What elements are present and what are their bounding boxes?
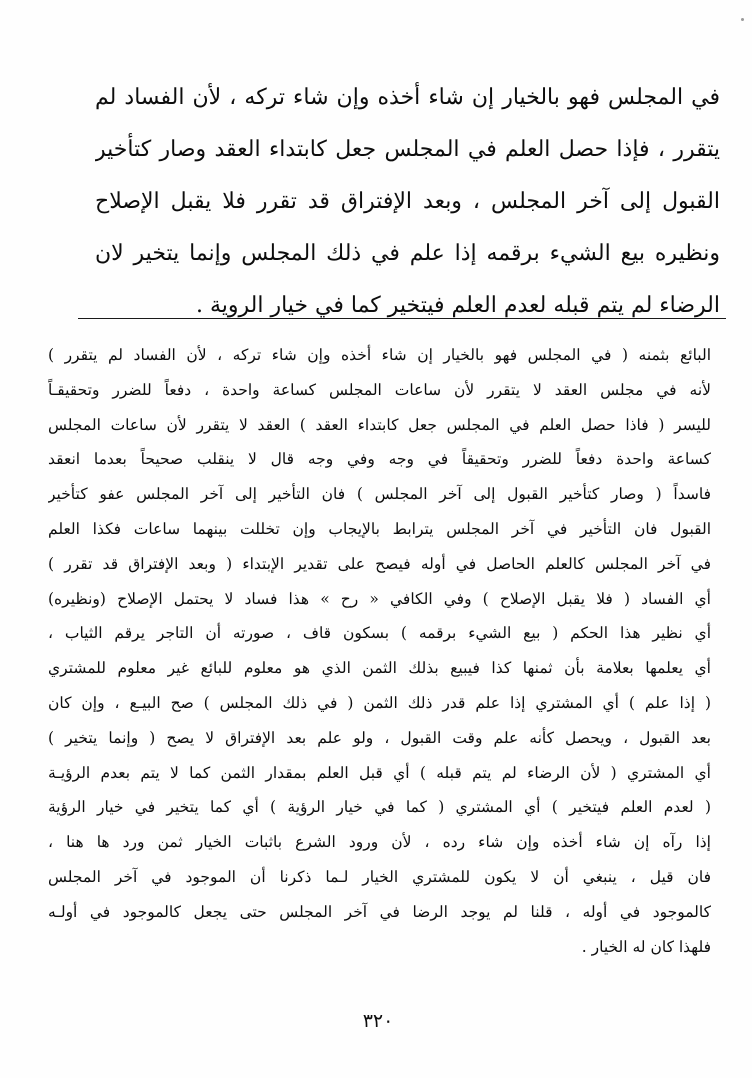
main-text-line: ونظيره بيع الشيء برقمه إذا علم في ذلك المجلس وإنما يتخير لان [95,241,720,266]
commentary-line: لأنه في مجلس العقد لا يتقرر لأن ساعات المجلس كساعة واحدة ، دفعاً للضرر وتحقيقـاً [48,380,711,399]
commentary-line: القبول فان التأخير في آخر المجلس يترابط بالإيجاب وإن تخللت بينهما ساعات فكذا العلم [48,519,711,538]
section-divider [78,318,726,319]
commentary-line: لليسر ( فاذا حصل العلم في المجلس جعل كابتداء العقد ) العقد لا يتقرر لأن ساعات المجلس [48,415,711,434]
commentary-line: البائع بثمنه ( في المجلس فهو بالخيار إن شاء أخذه وإن شاء تركه ، لأن الفساد لم يتقرر ) [48,346,711,364]
commentary-line: فلهذا كان له الخيار . [581,937,711,956]
commentary-line: كساعة واحدة دفعاً للضرر وتحقيقاً في وجه وفي وجه قال لا ينقلب صحيحاً بعدما انعقد [48,450,711,469]
main-text-line: الرضاء لم يتم قبله لعدم العلم فيتخير كما في خيار الروية . [195,293,720,318]
commentary-line: أي نظير هذا الحكم ( بيع الشيء برقمه ) بسكون قاف ، صورته أن التاجر يرقم الثياب ، [48,624,711,643]
commentary-line: فاسداً ( وصار كتأخير القبول إلى آخر المجلس ) فان التأخير إلى آخر المجلس عفو كتأخير [48,485,711,504]
main-text-block [95,72,720,332]
commentary-block [48,338,711,964]
commentary-line: بعد القبول ، ويحصل كأنه علم وقت القبول ، ولو علم بعد الإفتراق لا يصح ( وإنما يتخير ) [48,728,711,747]
commentary-line: إذا رآه إن شاء أخذه وإن شاء رده ، لأن ورود الشرع باثبات الخيار ثمن ورد ها هنا ، [48,833,711,852]
commentary-line: كالموجود في أوله ، قلنا لم يوجد الرضا في آخر المجلس حتى يجعل كالموجود في أولـه [48,902,711,921]
corner-speck [741,18,744,21]
main-text-line: في المجلس فهو بالخيار إن شاء أخذه وإن شاء تركه ، لأن الفساد لم [95,85,720,110]
main-text-line: يتقرر ، فإذا حصل العلم في المجلس جعل كابتداء العقد وصار كتأخير [95,137,720,162]
commentary-line: أي يعلمها بعلامة بأن ثمنها كذا فيبيع بذلك الثمن الذي هو معلوم للبائع غير معلوم للمشتري [48,659,711,678]
commentary-line: ( إذا علم ) أي المشتري إذا علم قدر ذلك الثمن ( في ذلك المجلس ) صح البيـع ، وإن كان [48,693,711,712]
commentary-line: أي الفساد ( فلا يقبل الإصلاح ) وفي الكافي « رح » هذا فساد لا يحتمل الإصلاح (ونظيره) [48,589,711,608]
main-text-line: القبول إلى آخر المجلس ، وبعد الإفتراق قد تقرر فلا يقبل الإصلاح [95,189,720,214]
commentary-line: فان قيل ، ينبغي أن لا يكون للمشتري الخيار لـما ذكرنا أن الموجود في آخر المجلس [48,867,711,886]
commentary-line: في آخر المجلس كالعلم الحاصل في أوله فيصح على تقدير الإبتداء ( وبعد الإفتراق قد تقرر ) [48,554,711,573]
commentary-line: ( لعدم العلم فيتخير ) أي المشتري ( كما في خيار الرؤية ) أي كما يتخير في خيار الرؤية [48,798,711,817]
page-number: ٣٢٠ [362,1010,394,1032]
commentary-line: أي المشتري ( لأن الرضاء لم يتم قبله ) أي قبل العلم بمقدار الثمن كما لا يتم بعدم الرؤيـة [48,763,711,782]
